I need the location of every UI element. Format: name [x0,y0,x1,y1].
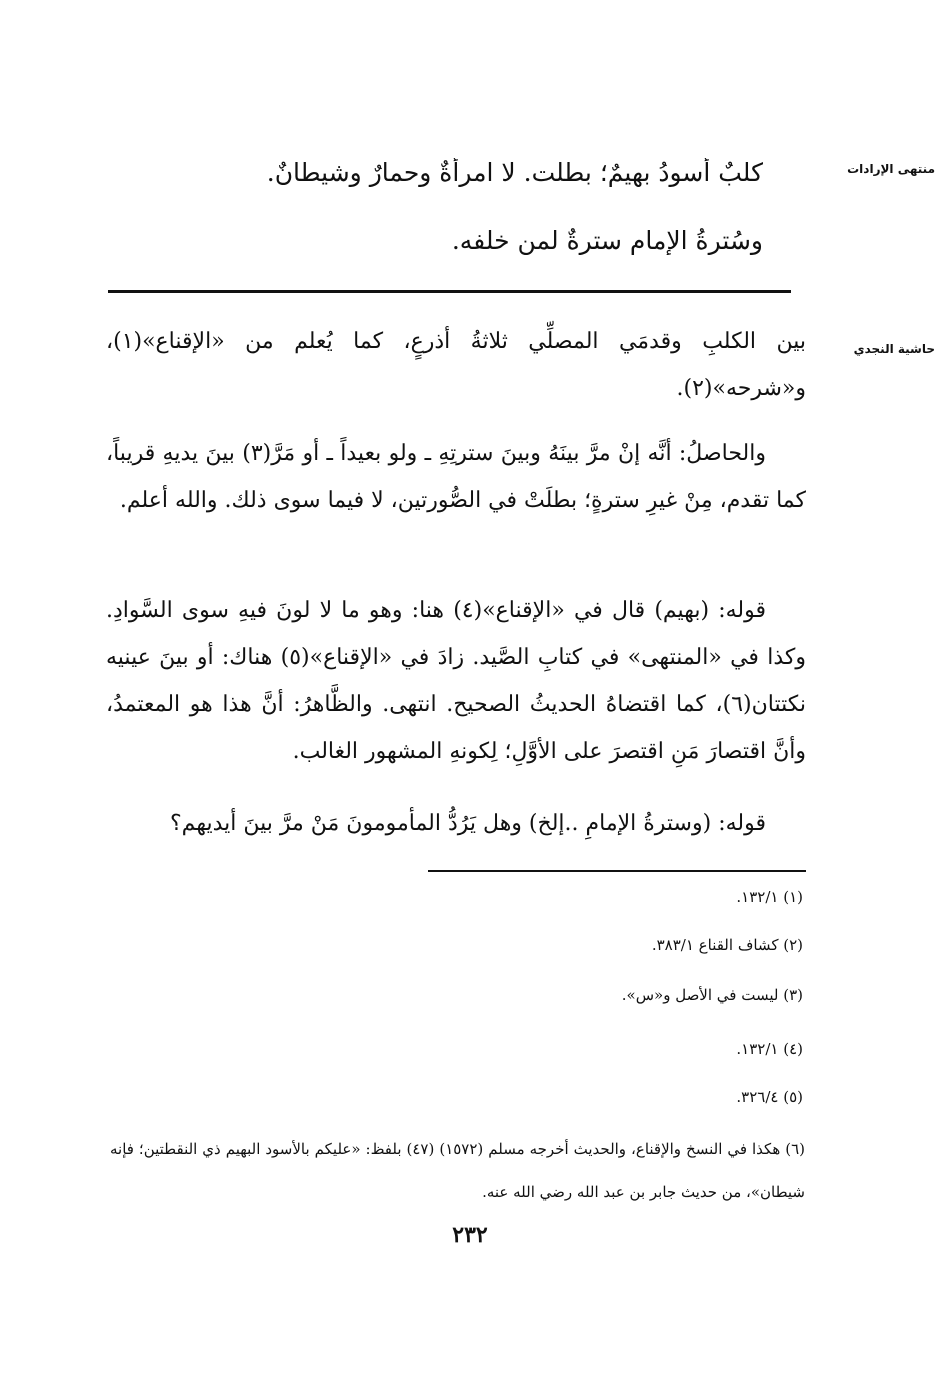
footnote-separator [428,870,806,872]
footnote-5: (٥) ٣٢٦/٤. [736,1088,803,1106]
margin-label-commentary: حاشية النجدي [853,342,935,356]
commentary-paragraph-4: قوله: (وسترةُ الإمامِ ..إلخ) وهل يَرُدُّ المأمومونَ مَنْ مرَّ بينَ أيديهم؟ [170,811,766,836]
commentary-block-3 [106,587,806,775]
commentary-paragraph-1: بين الكلبِ وقدمَي المصلِّي ثلاثةُ أذرعٍ، كما يُعلم من «الإقناع»(١)، و«شرحه»(٢). [106,329,806,401]
footnote-2: (٢) كشاف القناع ٣٨٣/١. [651,936,803,954]
footnote-6: (٦) هكذا في النسخ والإقناع، والحديث أخرجه مسلم (١٥٧٢) (٤٧) بلفظ: «عليكم بالأسود البهيم ذي النقطتين؛ فإنه شيطان»، من حديث جابر بن عبد الله رضي الله عنه. [110,1140,805,1201]
main-text-line-1: كلبٌ أسودُ بهيمٌ؛ بطلت. لا امرأةٌ وحمارٌ وشيطانٌ. [266,158,763,187]
page-number: ٢٣٢ [452,1222,488,1248]
footnote-1: (١) ١٣٢/١. [736,888,803,906]
margin-label-main: منتهى الإرادات [847,162,935,176]
main-text-separator [108,290,791,293]
commentary-paragraph-2: والحاصلُ: أنَّه إنْ مرَّ بينَهُ وبينَ سترتِهِ ـ ولو بعيداً ـ أو مَرَّ(٣) بينَ يديهِ قريباً، كما تقدم، مِنْ غيرِ سترةٍ؛ بطلَتْ في الصُّورتين، لا فيما سوى ذلك. والله أعلم. [106,441,806,513]
commentary-block [106,318,806,412]
commentary-paragraph-3: قوله: (بهيم) قال في «الإقناع»(٤) هنا: وهو ما لا لونَ فيهِ سوى السَّوادِ. وكذا في «المنتهى» في كتابِ الصَّيد. زادَ في «الإقناع»(٥) هناك: أو بينَ عينيه نكتتان(٦)، كما اقتضاهُ الحديثُ الصحيح. انتهى. والظَّاهرُ: أنَّ هذا هو المعتمدُ، وأنَّ اقتصارَ مَنِ اقتصرَ على الأوَّلِ؛ لِكونهِ المشهور الغالب. [106,598,807,764]
footnote-4: (٤) ١٣٢/١. [736,1040,803,1058]
commentary-block-2 [106,430,806,524]
main-text-line-2: وسُترةُ الإمامِ سترةٌ لمن خلفه. [451,226,763,255]
footnote-3: (٣) ليست في الأصل و«س». [621,986,803,1004]
commentary-block-4 [106,800,806,847]
